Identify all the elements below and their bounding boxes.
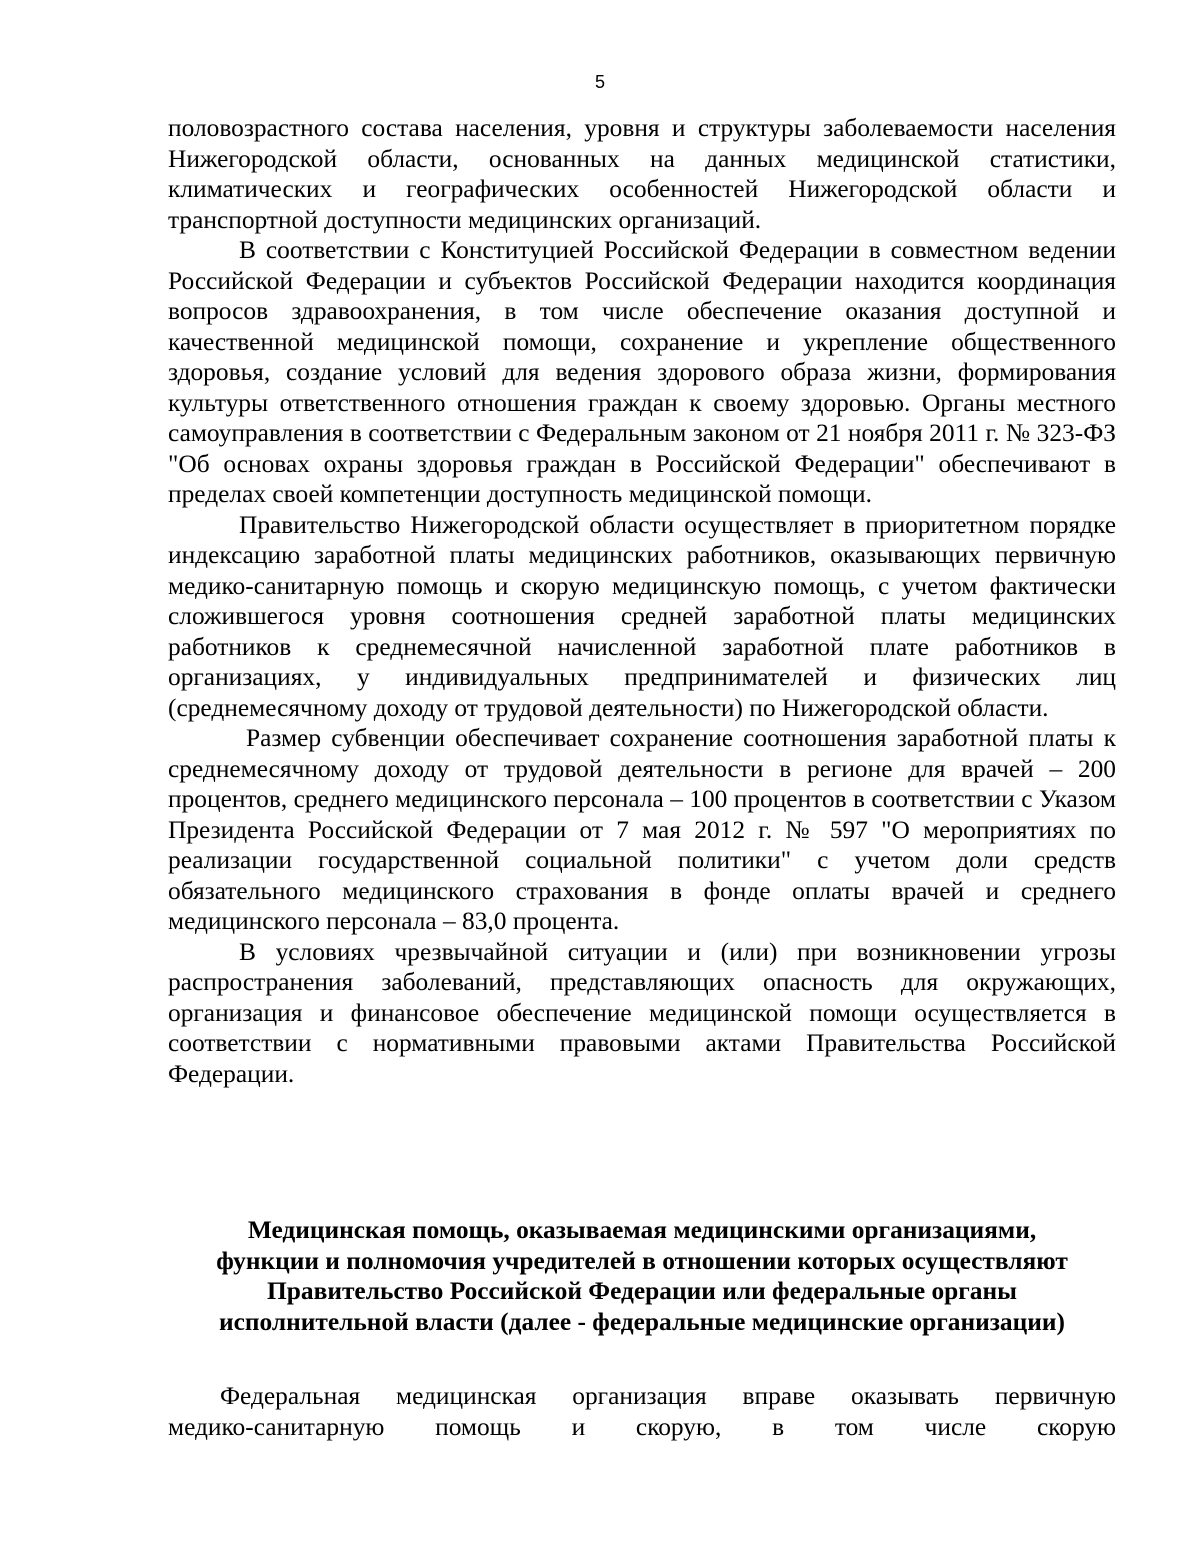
paragraph-constitution: В соответствии с Конституцией Российской Федерации в совместном ведении Российской Федерации и субъектов Российской Федерации находится координация вопросов здравоохранения, в том числе обеспечение оказания доступной и качественной медицинской помощи, сохранение и укрепление общественного здоровья, создание условий для ведения здорового образа жизни, формирования культуры ответственного отношения граждан к своему здоровью. Органы местного самоуправления в соответствии с Федеральным законом от 21 ноября 2011 г. № 323-ФЗ "Об основах охраны здоровья граждан в Российской Федерации" обеспечивают в пределах своей компетенции доступность медицинской помощи.	[168, 236, 1116, 508]
paragraph-salary-indexation: Правительство Нижегородской области осуществляет в приоритетном порядке индексацию заработной платы медицинских работников, оказывающих первичную медико-санитарную помощь и скорую медицинскую помощь, с учетом фактически сложившегося уровня соотношения средней заработной платы медицинских работников к среднемесячной начисленной заработной плате работников в организациях, у индивидуальных предпринимателей и физических лиц (среднемесячному доходу от трудовой деятельности) по Нижегородской области.	[168, 510, 1116, 722]
paragraph-emergency: В условиях чрезвычайной ситуации и (или) при возникновении угрозы распространения заболеваний, представляющих опасность для окружающих, организация и финансовое обеспечение медицинской помощи осуществляется в соответствии с нормативными правовыми актами Правительства Российской Федерации.	[168, 937, 1116, 1088]
paragraph-continuation: половозрастного состава населения, уровня и структуры заболеваемости населения Нижегородской области, основанных на данных медицинской статистики, климатических и географических особенностей Нижегородской области и транспортной доступности медицинских организаций.	[168, 114, 1116, 234]
section-heading	[168, 1215, 1116, 1337]
page-number: 5	[594, 72, 605, 92]
body-text	[168, 113, 1116, 1089]
paragraph-subvention: Размер субвенции обеспечивает сохранение соотношения заработной платы к среднемесячному доходу от трудовой деятельности в регионе для врачей – 200 процентов, среднего медицинского персонала – 100 процентов в соответствии с Указом Президента Российской Федерации от 7 мая 2012 г. № 597 "О мероприятиях по реализации государственной социальной политики" с учетом доли средств обязательного медицинского страхования в фонде оплаты врачей и среднего медицинского персонала – 83,0 процента.	[168, 724, 1116, 935]
heading-line: Медицинская помощь, оказываемая медицинскими организациями,	[247, 1216, 1037, 1244]
heading-line: функции и полномочия учредителей в отношении которых осуществляют	[216, 1246, 1068, 1275]
text-line: Федеральная медицинская организация вправе оказывать первичную	[220, 1382, 1116, 1410]
text-line: медико-санитарную помощь и скорую, в том числе скорую	[168, 1412, 1116, 1441]
heading-line: Правительство Российской Федерации или федеральные органы	[267, 1277, 1017, 1305]
heading-line: исполнительной власти (далее - федеральные медицинские организации)	[219, 1307, 1065, 1336]
paragraph-federal-organizations	[168, 1381, 1116, 1442]
